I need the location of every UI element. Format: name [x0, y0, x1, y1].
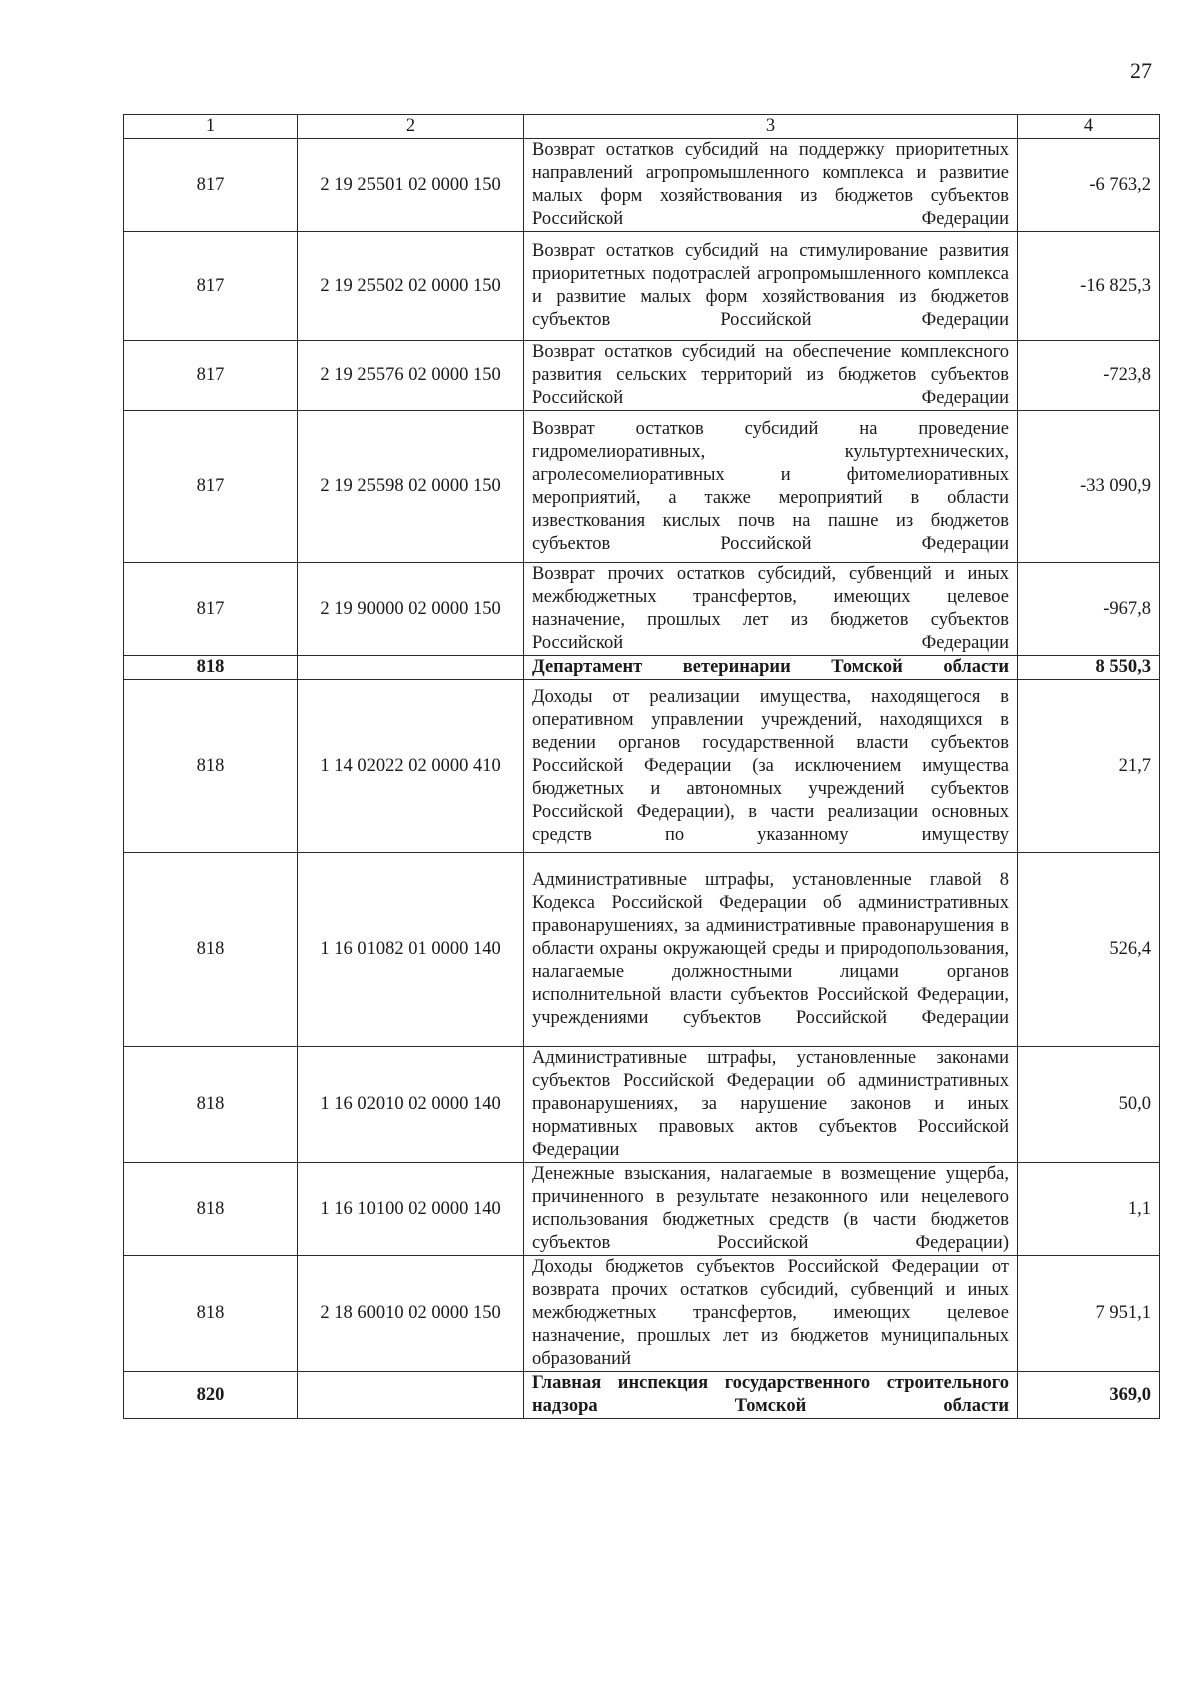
table-row [124, 411, 1160, 563]
budget-code-cell: 2 19 90000 02 0000 150 [298, 563, 524, 656]
description-cell: Возврат остатков субсидий на стимулирование развития приоритетных подотраслей агропромышленного комплекса и развитие малых форм хозяйствования из бюджетов субъектов Российской Федерации [524, 232, 1018, 341]
description-cell: Возврат остатков субсидий на поддержку приоритетных направлений агропромышленного комплекса и развитие малых форм хозяйствования из бюджетов субъектов Российской Федерации [524, 139, 1018, 232]
budget-code-cell: 2 19 25501 02 0000 150 [298, 139, 524, 232]
amount-cell: 1,1 [1018, 1163, 1160, 1256]
budget-code-cell: 2 19 25502 02 0000 150 [298, 232, 524, 341]
amount-cell: -33 090,9 [1018, 411, 1160, 563]
amount-cell: -6 763,2 [1018, 139, 1160, 232]
admin-code-cell: 818 [124, 680, 298, 853]
admin-code-cell: 817 [124, 232, 298, 341]
budget-code-cell: 1 16 01082 01 0000 140 [298, 853, 524, 1047]
admin-code-cell: 817 [124, 139, 298, 232]
table-row [124, 563, 1160, 656]
description-cell: Возврат прочих остатков субсидий, субвенций и иных межбюджетных трансфертов, имеющих целевое назначение, прошлых лет из бюджетов субъектов Российской Федерации [524, 563, 1018, 656]
budget-code-cell: 1 14 02022 02 0000 410 [298, 680, 524, 853]
budget-code-cell [298, 1372, 524, 1419]
budget-code-cell: 2 19 25576 02 0000 150 [298, 341, 524, 411]
table-row-section [124, 1372, 1160, 1419]
column-header: 3 [524, 115, 1018, 139]
budget-code-cell: 2 18 60010 02 0000 150 [298, 1256, 524, 1372]
admin-code-cell: 820 [124, 1372, 298, 1419]
column-header: 2 [298, 115, 524, 139]
amount-cell: 8 550,3 [1018, 656, 1160, 680]
admin-code-cell: 818 [124, 1256, 298, 1372]
admin-code-cell: 817 [124, 411, 298, 563]
admin-code-cell: 818 [124, 1047, 298, 1163]
description-cell: Возврат остатков субсидий на проведение гидромелиоративных, культуртехнических, агролесомелиоративных и фитомелиоративных мероприятий, а также мероприятий в области известкования кислых почв на пашне из бюджетов субъектов Российской Федерации [524, 411, 1018, 563]
table-row [124, 139, 1160, 232]
table-row [124, 853, 1160, 1047]
admin-code-cell: 817 [124, 341, 298, 411]
amount-cell: 369,0 [1018, 1372, 1160, 1419]
description-cell: Главная инспекция государственного строительного надзора Томской области [524, 1372, 1018, 1419]
table-row [124, 1256, 1160, 1372]
budget-code-cell: 1 16 02010 02 0000 140 [298, 1047, 524, 1163]
amount-cell: 50,0 [1018, 1047, 1160, 1163]
admin-code-cell: 817 [124, 563, 298, 656]
admin-code-cell: 818 [124, 1163, 298, 1256]
admin-code-cell: 818 [124, 656, 298, 680]
table-row-section [124, 656, 1160, 680]
admin-code-cell: 818 [124, 853, 298, 1047]
description-cell: Денежные взыскания, налагаемые в возмещение ущерба, причиненного в результате незаконного или нецелевого использования бюджетных средств (в части бюджетов субъектов Российской Федерации) [524, 1163, 1018, 1256]
description-cell: Административные штрафы, установленные законами субъектов Российской Федерации об административных правонарушениях, за нарушение законов и иных нормативных правовых актов субъектов Российской Федерации [524, 1047, 1018, 1163]
budget-code-cell: 2 19 25598 02 0000 150 [298, 411, 524, 563]
budget-table [123, 114, 1160, 1419]
table-row [124, 1047, 1160, 1163]
description-cell: Возврат остатков субсидий на обеспечение комплексного развития сельских территорий из бюджетов субъектов Российской Федерации [524, 341, 1018, 411]
table-row [124, 341, 1160, 411]
table-row [124, 232, 1160, 341]
column-header-row [124, 115, 1160, 139]
page-number: 27 [1130, 58, 1152, 83]
column-header: 4 [1018, 115, 1160, 139]
description-cell: Доходы от реализации имущества, находящегося в оперативном управлении учреждений, находящихся в ведении органов государственной власти субъектов Российской Федерации (за исключением имущества бюджетных и автономных учреждений субъектов Российской Федерации), в части реализации основных средств по указанному имуществу [524, 680, 1018, 853]
table-row [124, 680, 1160, 853]
amount-cell: -723,8 [1018, 341, 1160, 411]
description-cell: Административные штрафы, установленные главой 8 Кодекса Российской Федерации об административных правонарушениях, за административные правонарушения в области охраны окружающей среды и природопользования, налагаемые должностными лицами органов исполнительной власти субъектов Российской Федерации, учреждениями субъектов Российской Федерации [524, 853, 1018, 1047]
budget-code-cell: 1 16 10100 02 0000 140 [298, 1163, 524, 1256]
amount-cell: 7 951,1 [1018, 1256, 1160, 1372]
description-cell: Доходы бюджетов субъектов Российской Федерации от возврата прочих остатков субсидий, субвенций и иных межбюджетных трансфертов, имеющих целевое назначение, прошлых лет из бюджетов муниципальных образований [524, 1256, 1018, 1372]
description-cell: Департамент ветеринарии Томской области [524, 656, 1018, 680]
column-header: 1 [124, 115, 298, 139]
amount-cell: 21,7 [1018, 680, 1160, 853]
amount-cell: 526,4 [1018, 853, 1160, 1047]
budget-code-cell [298, 656, 524, 680]
table-row [124, 1163, 1160, 1256]
amount-cell: -16 825,3 [1018, 232, 1160, 341]
amount-cell: -967,8 [1018, 563, 1160, 656]
